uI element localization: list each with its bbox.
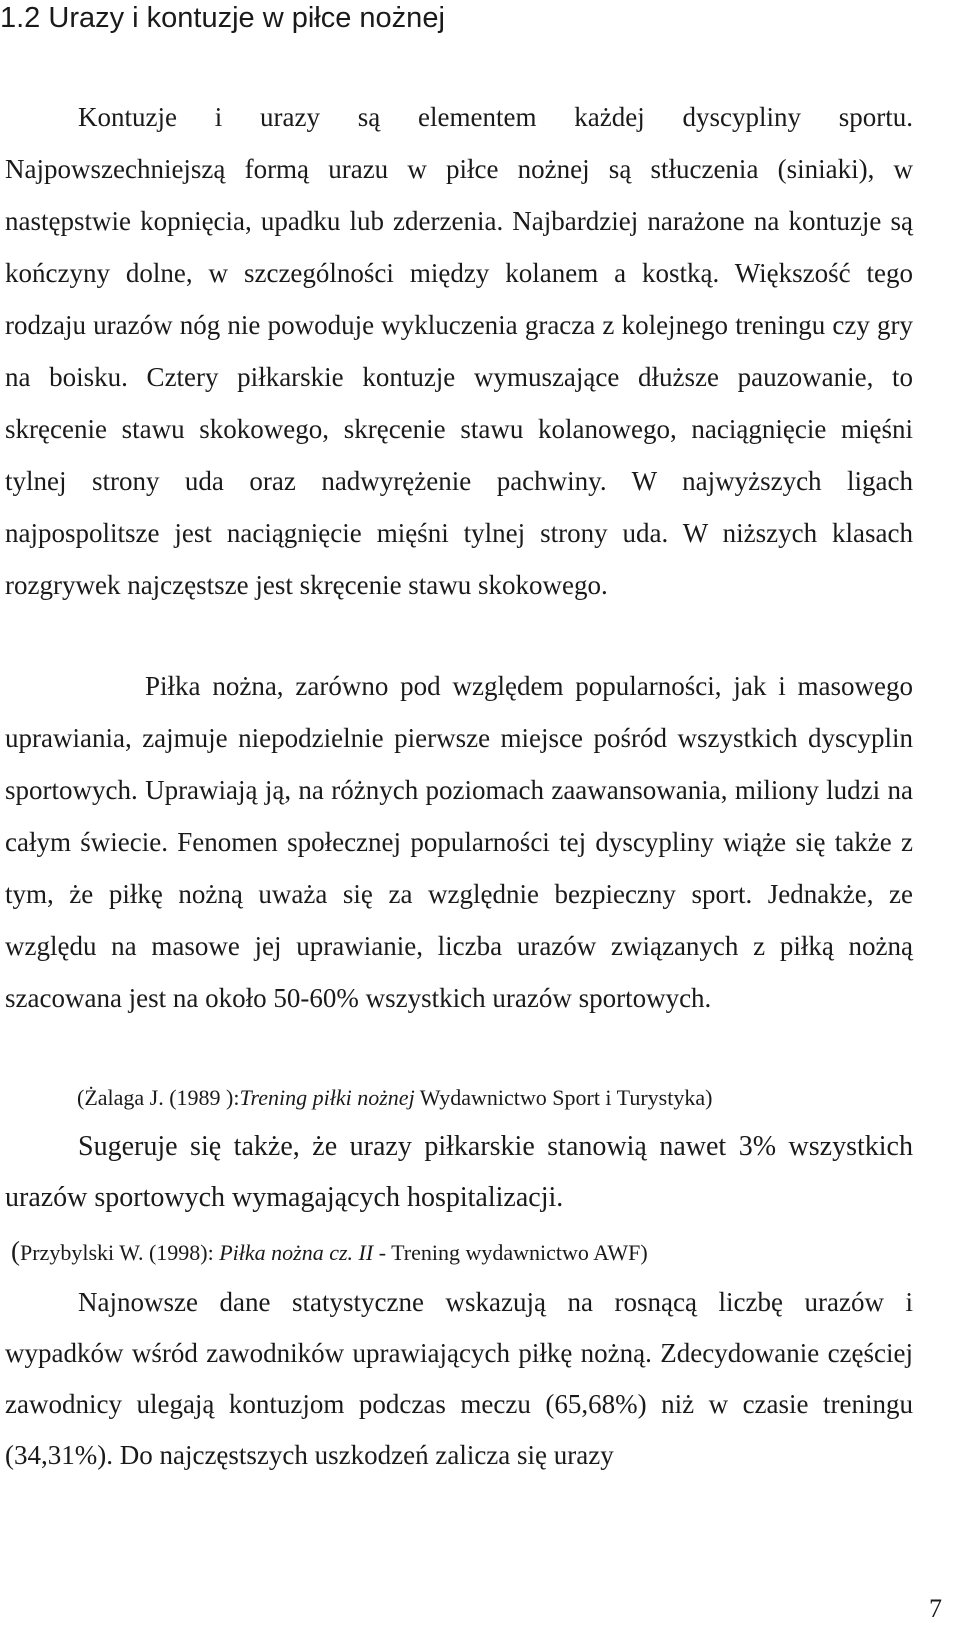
paragraph-hospitalization: Sugeruje się także, że urazy piłkarskie stanowią nawet 3% wszystkich urazów sportowych wymagających hospitalizacji. [5,1131,913,1213]
citation-przybylski-suffix: - Trening wydawnictwo AWF) [373,1240,648,1265]
citation-zalaga-suffix: Wydawnictwo Sport i Turystyka) [414,1085,713,1110]
citation-zalaga [77,1083,712,1113]
citation-przybylski-title: Piłka nożna cz. II [219,1240,374,1265]
citation-przybylski-author: Przybylski W. (1998): [20,1240,220,1265]
paragraph-football-popularity: Piłka nożna, zarówno pod względem popularności, jak i masowego uprawiania, zajmuje niepodzielnie pierwsze miejsce pośród wszystkich dyscyplin sportowych. Uprawiają ją, na różnych poziomach zaawansowania, miliony ludzi na całym świecie. Fenomen społecznej popularności tej dyscypliny wiąże się także z tym, że piłkę nożną uważa się za względnie bezpieczny sport. Jednakże, ze względu na masowe jej uprawianie, liczba urazów związanych z piłką nożną szacowana jest na około 50-60% wszystkich urazów sportowych. [5,671,913,1013]
page-number: 7 [929,1594,942,1623]
section-heading: 1.2 Urazy i kontuzje w piłce nożnej [0,2,445,34]
paragraph-injuries-overview: Kontuzje i urazy są elementem każdej dyscypliny sportu. Najpowszechniejszą formą urazu w piłce nożnej są stłuczenia (siniaki), w następstwie kopnięcia, upadku lub zderzenia. Najbardziej narażone na kontuzje są kończyny dolne, w szczególności między kolanem a kostką. Większość tego rodzaju urazów nóg nie powoduje wykluczenia gracza z kolejnego treningu czy gry na boisku. Cztery piłkarskie kontuzje wymuszające dłuższe pauzowanie, to skręcenie stawu skokowego, skręcenie stawu kolanowego, naciągnięcie mięśni tylnej strony uda oraz nadwyrężenie pachwiny. W najwyższych ligach najpospolitsze jest naciągnięcie mięśni tylnej strony uda. W niższych klasach rozgrywek najczęstsze jest skręcenie stawu skokowego. [5,102,913,600]
citation-zalaga-prefix: (Żalaga J. (1989 ): [77,1085,240,1110]
citation-przybylski-open-paren: ( [11,1236,20,1266]
citation-zalaga-title: Trening piłki nożnej [239,1085,415,1110]
paragraph-statistics: Najnowsze dane statystyczne wskazują na rosnącą liczbę urazów i wypadków wśród zawodników uprawiających piłkę nożną. Zdecydowanie częściej zawodnicy ulegają kontuzjom podczas meczu (65,68%) niż w czasie treningu (34,31%). Do najczęstszych uszkodzeń zalicza się urazy [5,1287,913,1470]
citation-przybylski [11,1236,648,1268]
